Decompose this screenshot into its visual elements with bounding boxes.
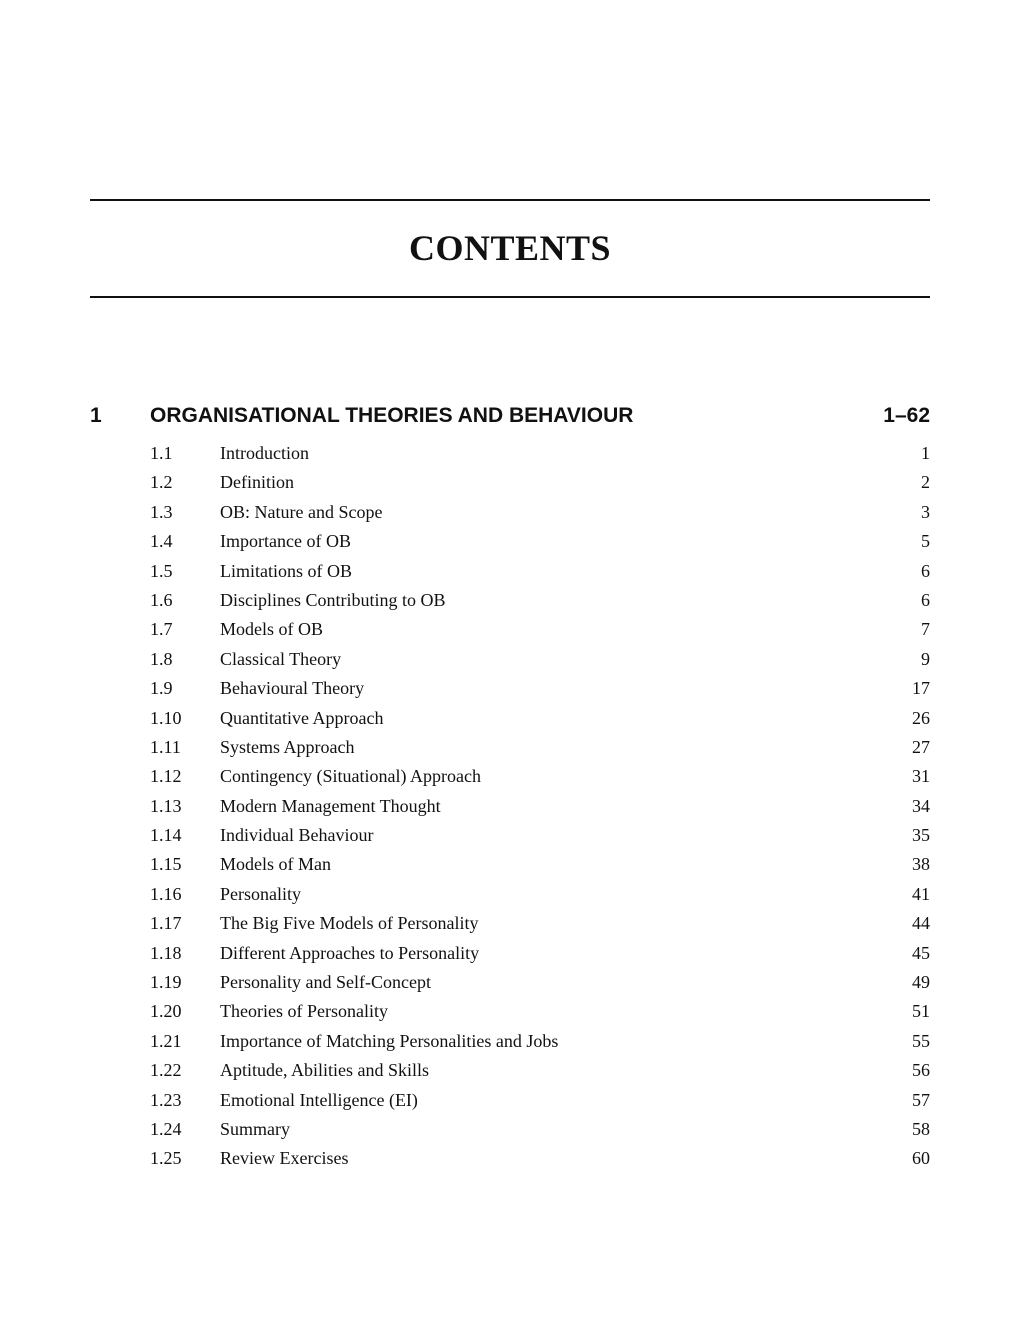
section-title: Different Approaches to Personality [220,942,480,963]
section-title: Review Exercises [220,1148,349,1169]
section-page: 2 [921,472,930,493]
toc-entry[interactable] [150,586,930,615]
section-page: 44 [912,913,930,934]
section-title: Models of OB [220,619,323,640]
toc-entry[interactable] [150,1144,930,1173]
section-page: 57 [912,1089,930,1110]
section-title: Aptitude, Abilities and Skills [220,1060,430,1081]
section-number: 1.14 [150,825,182,846]
section-number: 1.2 [150,472,173,493]
toc-entry[interactable] [150,939,930,968]
section-title: Importance of Matching Personalities and Jobs [220,1030,559,1051]
toc-entry[interactable] [150,1115,930,1144]
toc-entry[interactable] [150,762,930,791]
section-title: Contingency (Situational) Approach [220,766,481,787]
section-number: 1.25 [150,1148,182,1169]
toc-entry[interactable] [150,1027,930,1056]
section-title: Summary [220,1118,290,1139]
toc-entry[interactable] [150,733,930,762]
section-page: 27 [912,736,930,757]
section-number: 1.11 [150,736,181,757]
section-number: 1.15 [150,854,182,875]
section-number: 1.6 [150,589,173,610]
section-title: Limitations of OB [220,560,352,581]
section-page: 3 [921,501,930,522]
section-title: Classical Theory [220,648,342,669]
section-number: 1.10 [150,707,182,728]
section-page: 49 [912,972,930,993]
section-title: Definition [220,472,294,493]
page-title: CONTENTS [408,228,612,268]
section-page: 55 [912,1030,930,1051]
toc-entry[interactable] [150,1056,930,1085]
section-number: 1.23 [150,1089,182,1110]
chapter-page-range: 1–62 [883,404,930,427]
toc-entry[interactable] [150,880,930,909]
section-title: Importance of OB [220,531,351,552]
section-page: 58 [912,1118,930,1139]
toc-entry[interactable] [150,439,930,468]
section-page: 5 [921,531,930,552]
toc-entry[interactable] [150,821,930,850]
section-title: Disciplines Contributing to OB [220,589,446,610]
toc-entry[interactable] [150,674,930,703]
section-list [150,439,930,1174]
section-title: Quantitative Approach [220,707,384,728]
section-title: Models of Man [220,854,331,875]
section-number: 1.4 [150,531,173,552]
section-title: Personality and Self-Concept [220,972,431,993]
section-page: 56 [912,1060,930,1081]
section-number: 1.24 [150,1118,182,1139]
section-number: 1.9 [150,678,173,699]
chapter-entry[interactable] [90,402,930,430]
toc-entry[interactable] [150,792,930,821]
section-page: 9 [921,648,930,669]
section-page: 51 [912,1001,930,1022]
toc-entry[interactable] [150,615,930,644]
section-title: Emotional Intelligence (EI) [220,1089,418,1110]
section-number: 1.17 [150,913,182,934]
section-number: 1.1 [150,443,173,463]
section-page: 1 [921,443,930,463]
toc-entry[interactable] [150,498,930,527]
section-page: 6 [921,560,930,581]
toc-entry[interactable] [150,527,930,556]
section-number: 1.7 [150,619,173,640]
section-page: 6 [921,589,930,610]
toc-entry[interactable] [150,645,930,674]
toc-entry[interactable] [150,1086,930,1115]
section-title: Personality [220,883,301,904]
section-page: 41 [912,883,930,904]
section-number: 1.3 [150,501,173,522]
section-title: Behavioural Theory [220,678,365,699]
section-page: 26 [912,707,930,728]
section-page: 60 [912,1148,930,1169]
toc-entry[interactable] [150,997,930,1026]
section-number: 1.20 [150,1001,182,1022]
section-title: OB: Nature and Scope [220,501,383,522]
section-title: Modern Management Thought [220,795,441,816]
section-number: 1.16 [150,883,182,904]
toc-entry[interactable] [150,909,930,938]
top-rule [90,199,930,201]
section-title: The Big Five Models of Personality [220,913,479,934]
section-page: 17 [912,678,930,699]
section-page: 45 [912,942,930,963]
section-title: Individual Behaviour [220,825,374,846]
section-number: 1.21 [150,1030,182,1051]
section-page: 31 [912,766,930,787]
section-page: 35 [912,825,930,846]
section-number: 1.5 [150,560,173,581]
chapter-title: ORGANISATIONAL THEORIES AND BEHAVIOUR [150,404,634,427]
toc-entry[interactable] [150,704,930,733]
section-number: 1.18 [150,942,182,963]
section-number: 1.8 [150,648,173,669]
section-number: 1.12 [150,766,182,787]
section-page: 34 [912,795,930,816]
section-title: Theories of Personality [220,1001,388,1022]
section-page: 7 [921,619,930,640]
toc-entry[interactable] [150,468,930,497]
section-number: 1.13 [150,795,182,816]
toc-entry[interactable] [150,850,930,879]
bottom-rule [90,296,930,298]
section-number: 1.19 [150,972,182,993]
chapter-number: 1 [90,404,102,427]
section-page: 38 [912,854,930,875]
section-title: Introduction [220,443,309,463]
section-title: Systems Approach [220,736,355,757]
toc-entry[interactable] [150,557,930,586]
toc-entry[interactable] [150,968,930,997]
section-number: 1.22 [150,1060,182,1081]
